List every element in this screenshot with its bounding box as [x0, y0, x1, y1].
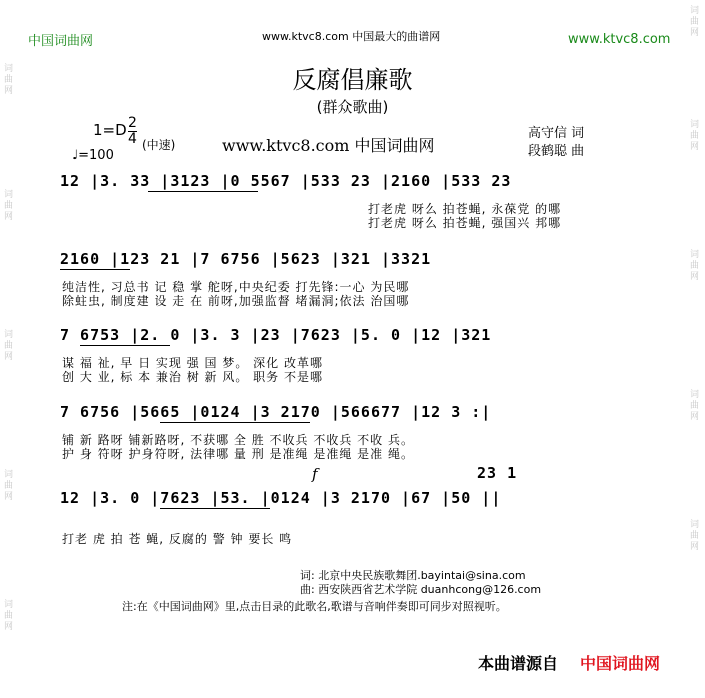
- score-row-4-lyric-1: 铺 新 路呀 铺新路呀, 不获哪 全 胜 不收兵 不收兵 不收 兵。: [62, 433, 414, 447]
- song-subtitle: (群众歌曲): [316, 98, 389, 116]
- score-row-4-lyric-2: 护 身 符呀 护身符呀, 法律哪 量 刑 是准绳 是准绳 是准 绳。: [62, 447, 414, 461]
- watermark-right-2: 词 曲 网: [690, 120, 700, 152]
- score-row-4-notes: 7 6756 |5665 |0124 |3 2170 |566677 |12 3 :|: [60, 403, 492, 421]
- usage-note: 注:在《中国词曲网》里,点击目录的此歌名,歌谱与音响伴奏即可同步对照视听。: [122, 600, 507, 613]
- score-row-2-lyric-1: 纯洁性, 习总书 记 稳 掌 舵呀,中央纪委 打先锋:一心 为民哪: [62, 280, 410, 294]
- footer-label: 本曲谱源自: [478, 654, 559, 673]
- score-row-1-lyric-1: 打老虎 呀么 拍苍蝇, 永葆党 的哪: [368, 202, 562, 216]
- bpm-marking: ♩=100: [72, 148, 114, 163]
- score-row-5-beam: [160, 508, 270, 509]
- score-row-5-lyric-1: 打老 虎 拍 苍 蝇, 反腐的 警 钟 要长 鸣: [62, 532, 293, 546]
- header-site-right: www.ktvc8.com: [568, 32, 671, 47]
- watermark-left-5: 词 曲 网: [4, 600, 14, 632]
- time-signature: 2 4: [128, 115, 137, 147]
- score-row-5-upper-notes: 23 1: [477, 464, 518, 482]
- score-row-3-lyric-1: 谋 福 祉, 早 日 实现 强 国 梦。 深化 改革哪: [62, 356, 323, 370]
- watermark-left-3: 词 曲 网: [4, 330, 14, 362]
- composer-info: 曲: 西安陕西省艺术学院 duanhcong@126.com: [300, 583, 542, 596]
- score-row-3-beam: [80, 345, 170, 346]
- score-row-2-beam: [60, 269, 130, 270]
- footer-site: 中国词曲网: [580, 654, 661, 673]
- score-row-3-notes: 7 6753 |2. 0 |3. 3 |23 |7623 |5. 0 |12 |321: [60, 326, 492, 344]
- composer-credit: 段鹤聪 曲: [528, 144, 585, 159]
- score-row-4-beam: [160, 422, 310, 423]
- watermark-right-5: 词 曲 网: [690, 520, 700, 552]
- watermark-right-4: 词 曲 网: [690, 390, 700, 422]
- score-row-1-beam: [148, 191, 258, 192]
- score-row-5-notes: 12 |3. 0 |7623 |53. |0124 |3 2170 |67 |50 ||: [60, 489, 502, 507]
- watermark-left-4: 词 曲 网: [4, 470, 14, 502]
- song-title: 反腐倡廉歌: [292, 66, 413, 94]
- lyricist-credit: 高守信 词: [528, 126, 585, 141]
- watermark-right-3: 词 曲 网: [690, 250, 700, 282]
- tempo-marking: (中速): [142, 138, 176, 152]
- watermark-right-1: 词 曲 网: [690, 6, 700, 38]
- header-site-center: www.ktvc8.com 中国最大的曲谱网: [262, 30, 441, 43]
- watermark-left-1: 词 曲 网: [4, 64, 14, 96]
- watermark-left-2: 词 曲 网: [4, 190, 14, 222]
- lyricist-info: 词: 北京中央民族歌舞团.bayintai@sina.com: [300, 569, 526, 582]
- score-row-2-lyric-2: 除蛀虫, 制度建 设 走 在 前呀,加强监督 堵漏洞;依法 治国哪: [62, 294, 410, 308]
- score-row-1-lyric-2: 打老虎 呀么 拍苍蝇, 强国兴 邦哪: [368, 216, 562, 230]
- dynamic-marking: f: [312, 465, 318, 483]
- score-row-1-notes: 12 |3. 33 |3123 |0 5567 |533 23 |2160 |533 23: [60, 172, 512, 190]
- score-row-3-lyric-2: 创 大 业, 标 本 兼治 树 新 风。 职务 不是哪: [62, 370, 323, 384]
- score-site-watermark: www.ktvc8.com 中国词曲网: [222, 136, 435, 155]
- key-signature: 1=D: [93, 121, 127, 139]
- score-row-2-notes: 2160 |123 21 |7 6756 |5623 |321 |3321: [60, 250, 432, 268]
- header-site-left: 中国词曲网: [28, 34, 94, 49]
